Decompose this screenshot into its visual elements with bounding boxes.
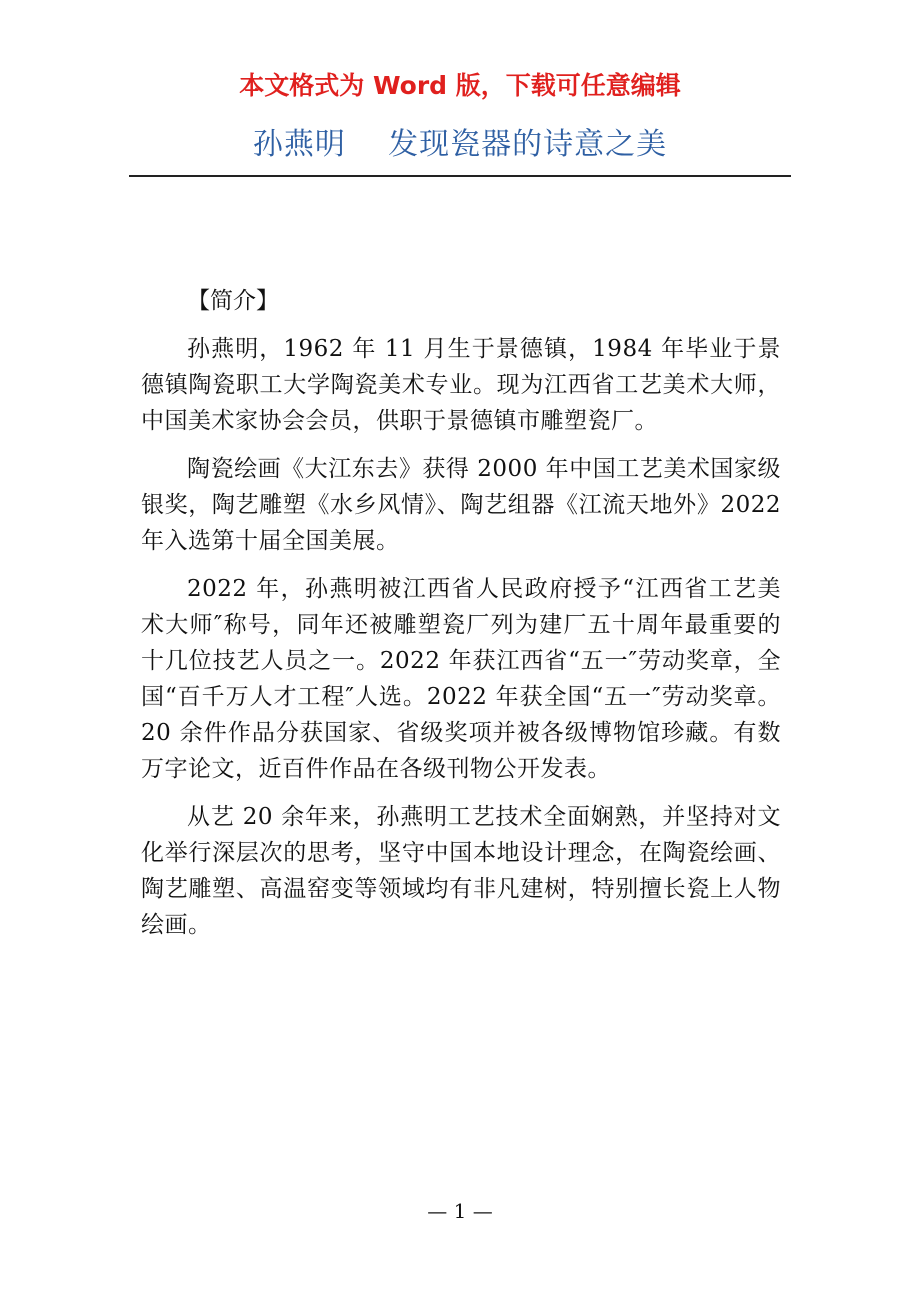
- document-title: 孙燕明 发现瓷器的诗意之美: [252, 127, 668, 162]
- title-divider: [129, 175, 791, 177]
- paragraph-biography: 孙燕明，1962 年 11 月生于景德镇，1984 年毕业于景德镇陶瓷职工大学陶瓷美术专业。现为江西省工艺美术大师，中国美术家协会会员，供职于景德镇市雕塑瓷厂。: [141, 336, 781, 434]
- paragraph-awards: 陶瓷绘画《大江东去》获得 2000 年中国工艺美术国家级银奖，陶艺雕塑《水乡风情》、陶艺组器《江流天地外》2022 年入选第十届全国美展。: [141, 456, 781, 554]
- paragraph-honors: 2022 年，孙燕明被江西省人民政府授予“江西省工艺美术大师″称号，同年还被雕塑瓷厂列为建厂五十周年最重要的十几位技艺人员之一。2022 年获江西省“五一″劳动奖章，全国“百千万人才工程″人选。2022 年获全国“五一″劳动奖章。20 余件作品分获国家、省级奖项并被各级博物馆珍藏。有数万字论文，近百件作品在各级刊物公开发表。: [141, 576, 781, 782]
- page-number: — 1 —: [427, 1199, 493, 1223]
- section-heading-intro: 【简介】: [187, 288, 279, 314]
- format-notice: 本文格式为 Word 版，下载可任意编辑: [239, 71, 681, 100]
- paragraph-career: 从艺 20 余年来，孙燕明工艺技术全面娴熟，并坚持对文化举行深层次的思考，坚守中国本地设计理念，在陶瓷绘画、陶艺雕塑、高温窑变等领域均有非凡建树，特别擅长瓷上人物绘画。: [141, 804, 781, 938]
- document-body: [141, 283, 781, 943]
